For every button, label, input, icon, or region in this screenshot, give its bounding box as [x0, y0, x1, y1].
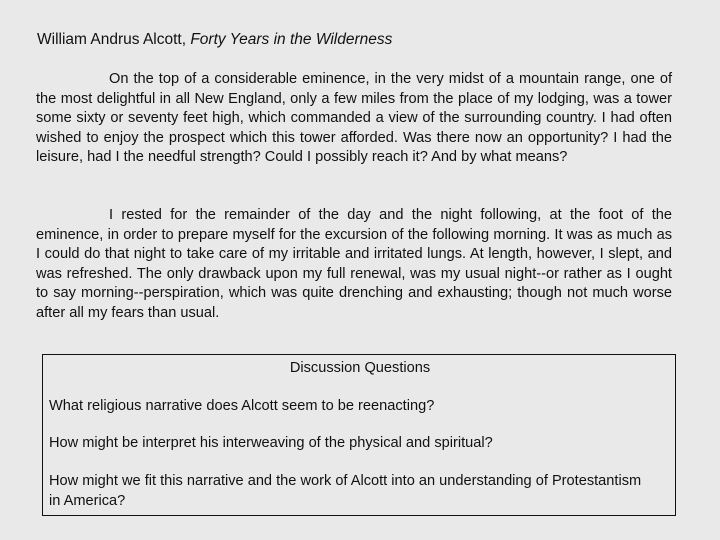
author-name: William Andrus Alcott, [37, 31, 187, 48]
discussion-question: How might be interpret his interweaving of the physical and spiritual? [49, 435, 493, 451]
discussion-question: How might we fit this narrative and the work of Alcott into an understanding of Protestantism in America? [49, 473, 642, 509]
work-title: Forty Years in the Wilderness [190, 31, 393, 48]
discussion-title: Discussion Questions [289, 360, 431, 376]
discussion-questions-box [42, 354, 676, 516]
passage-paragraph: On the top of a considerable eminence, in the very midst of a mountain range, one of the most delightful in all New England, only a few miles from the place of my lodging, was a tower some sixty or seventy feet high, which commanded a view of the surrounding country. I had often wished to enjoy the prospect which this tower afforded. Was there now an opportunity? I had the leisure, had I the needful strength? Could I possibly reach it? And by what means? [36, 71, 672, 166]
slide-heading [37, 30, 677, 50]
passage-paragraph: I rested for the remainder of the day and the night following, at the foot of the eminence, in order to prepare myself for the excursion of the following morning. It was as much as I could do that night to take care of my irritable and irritated lungs. At length, however, I slept, and was refreshed. The only drawback upon my full renewal, was my usual night--or rather as I ought to say morning--perspiration, which was quite drenching and exhausting; though not much worse after all my fears than usual. [36, 207, 672, 321]
discussion-question: What religious narrative does Alcott seem to be reenacting? [49, 398, 435, 414]
